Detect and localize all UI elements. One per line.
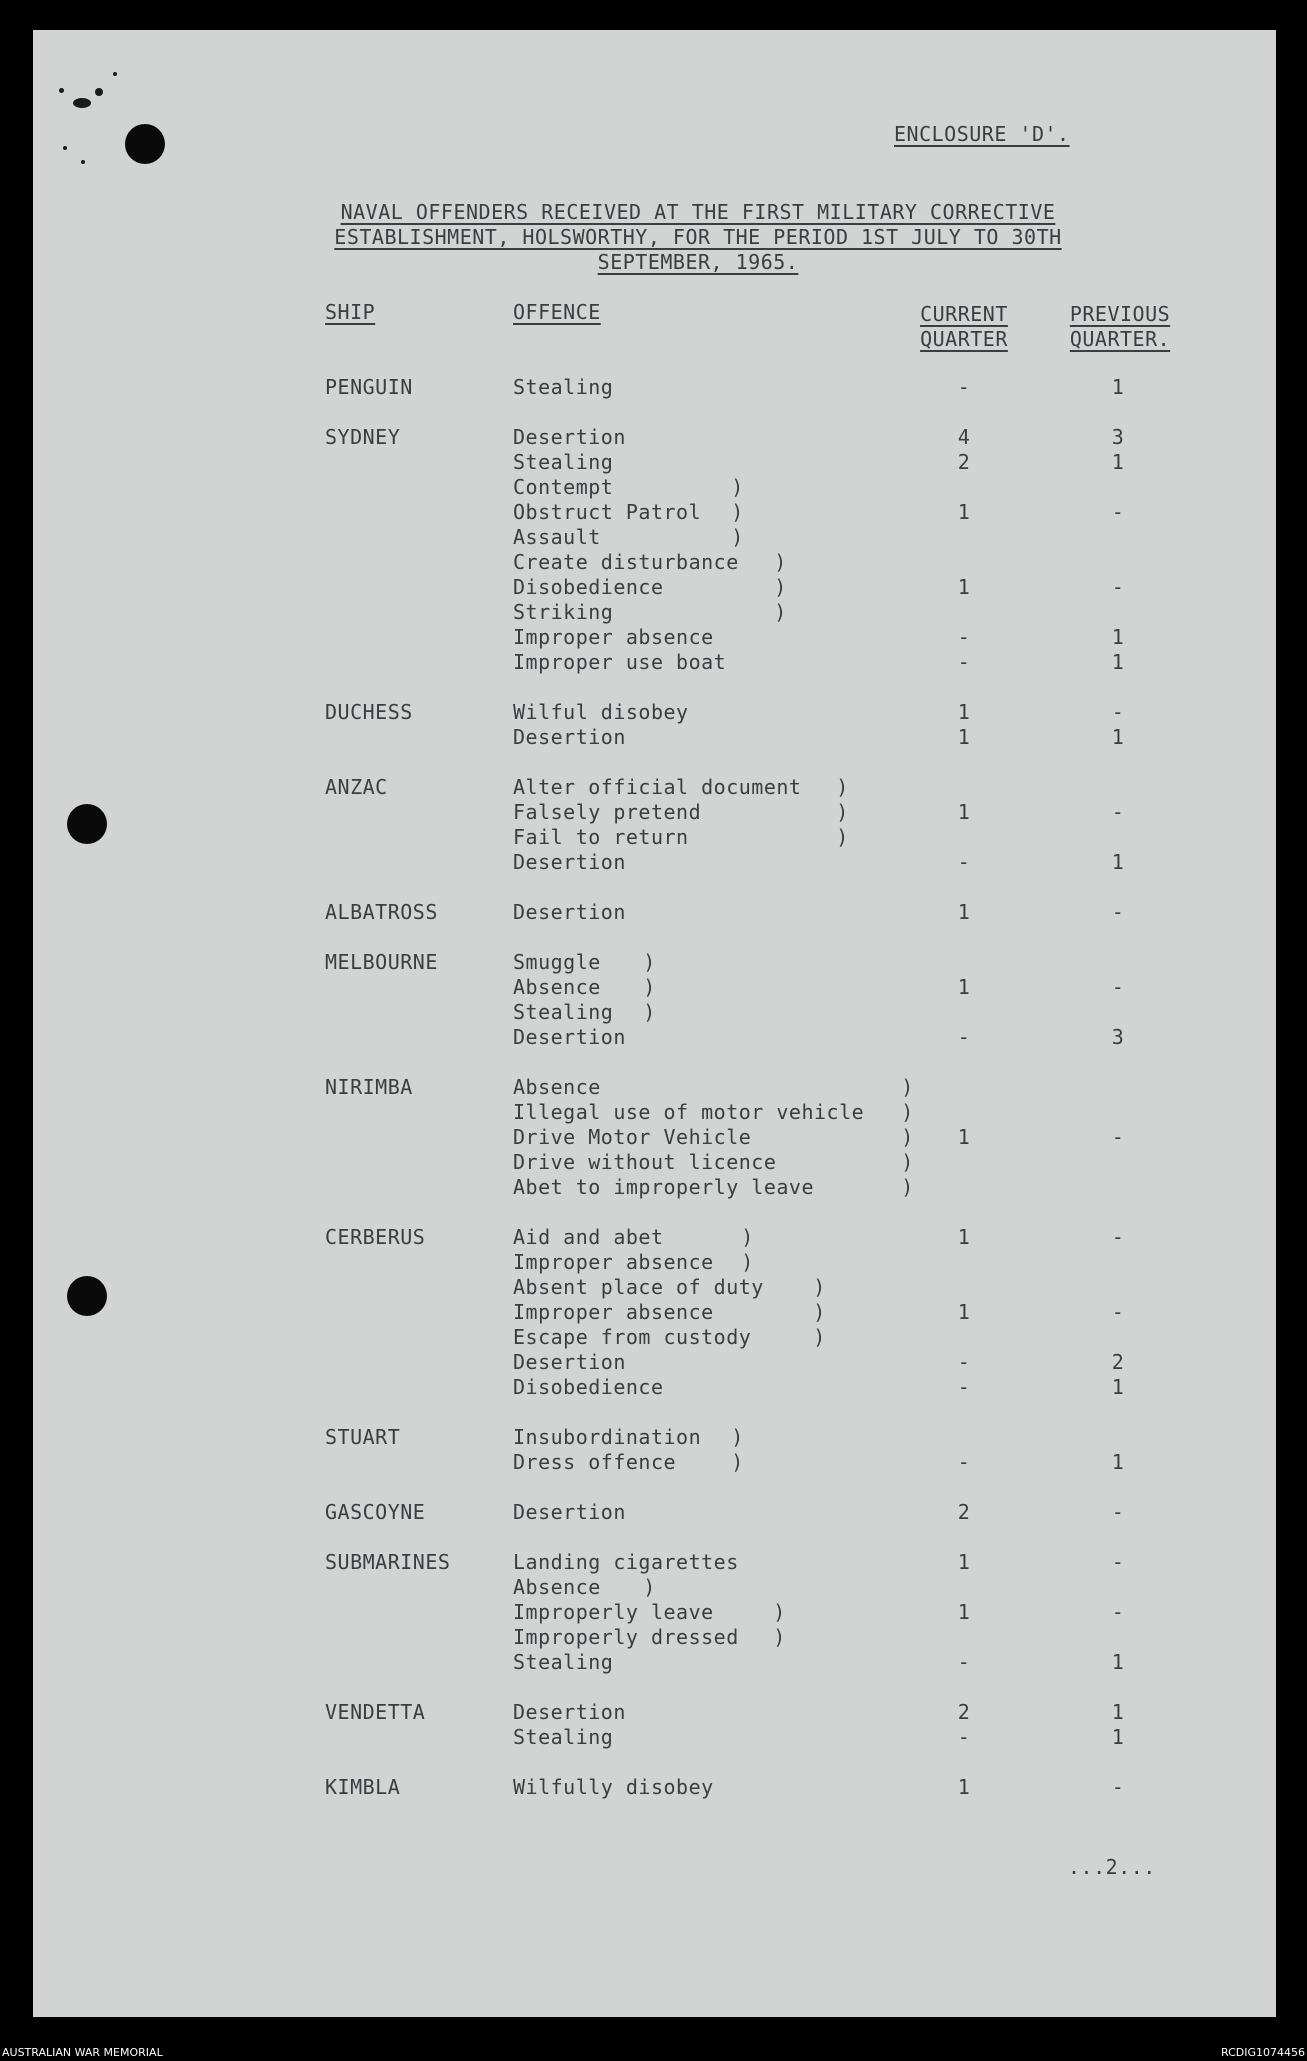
ship-name: MELBOURNE [325,950,438,974]
previous-quarter-count: - [1111,975,1125,999]
grouping-brace: ) [743,1250,752,1274]
current-quarter-count: - [957,1725,971,1749]
current-quarter-count: - [957,1375,971,1399]
previous-quarter-count: - [1111,575,1125,599]
current-quarter-count: 4 [957,425,971,449]
grouping-brace: ) [645,1575,654,1599]
offence-text: Insubordination [513,1425,702,1449]
grouping-brace: ) [733,525,742,549]
offence-text: Illegal use of motor vehicle [513,1100,865,1124]
grouping-brace: ) [815,1325,824,1349]
previous-quarter-count: - [1111,1775,1125,1799]
offence-text: Desertion [513,850,626,874]
grouping-brace: ) [903,1075,912,1099]
ship-name: VENDETTA [325,1700,426,1724]
grouping-brace: ) [838,775,847,799]
grouping-brace: ) [776,550,785,574]
current-quarter-count: 1 [957,1125,971,1149]
punch-hole-bottom [67,1276,107,1316]
offence-text: Stealing [513,1725,614,1749]
offence-text: Stealing [513,375,614,399]
current-quarter-count: 1 [957,975,971,999]
offence-text: Falsely pretend [513,800,702,824]
grouping-brace: ) [903,1175,912,1199]
previous-quarter-count: - [1111,800,1125,824]
previous-quarter-count: 3 [1111,425,1125,449]
grouping-brace: ) [776,575,785,599]
offence-text: Desertion [513,900,626,924]
current-quarter-count: 1 [957,700,971,724]
current-quarter-count: 2 [957,450,971,474]
page-title [278,200,1118,275]
current-quarter-count: - [957,625,971,649]
ship-name: SUBMARINES [325,1550,451,1574]
ship-name: ALBATROSS [325,900,438,924]
grouping-brace: ) [645,950,654,974]
previous-quarter-count: 1 [1111,1700,1125,1724]
document-page [33,30,1276,2017]
offence-text: Improper use boat [513,650,727,674]
offence-text: Wilfully disobey [513,1775,714,1799]
offence-text: Abet to improperly leave [513,1175,814,1199]
offence-text: Improper absence [513,625,714,649]
column-header-ship: SHIP [325,300,376,324]
ship-name: DUCHESS [325,700,413,724]
previous-quarter-count: 1 [1111,1450,1125,1474]
previous-quarter-count: - [1111,900,1125,924]
grouping-brace: ) [815,1275,824,1299]
current-quarter-count: 1 [957,900,971,924]
column-header-current-line1: CURRENT [920,302,1008,326]
grouping-brace: ) [815,1300,824,1324]
column-header-offence: OFFENCE [513,300,601,324]
column-header-previous-line1: PREVIOUS [1069,302,1171,326]
grouping-brace: ) [733,1450,742,1474]
offence-text: Aid and abet [513,1225,664,1249]
current-quarter-count: 1 [957,725,971,749]
offence-text: Desertion [513,1500,626,1524]
grouping-brace: ) [838,800,847,824]
previous-quarter-count: 1 [1111,1375,1125,1399]
grouping-brace: ) [903,1125,912,1149]
offence-text: Desertion [513,1350,626,1374]
punch-hole-top [125,124,165,164]
current-quarter-count: 2 [957,1500,971,1524]
current-quarter-count: 2 [957,1700,971,1724]
enclosure-label: ENCLOSURE 'D'. [894,122,1070,146]
ink-spatter [95,88,103,96]
title-line: NAVAL OFFENDERS RECEIVED AT THE FIRST MILITARY CORRECTIVE [340,200,1056,224]
current-quarter-count: - [957,1025,971,1049]
offence-text: Absent place of duty [513,1275,764,1299]
offence-text: Alter official document [513,775,802,799]
grouping-brace: ) [903,1100,912,1124]
previous-quarter-count: - [1111,1600,1125,1624]
offence-text: Improperly leave [513,1600,714,1624]
offence-text: Drive Motor Vehicle [513,1125,752,1149]
current-quarter-count: 1 [957,1600,971,1624]
ship-name: CERBERUS [325,1225,426,1249]
grouping-brace: ) [776,600,785,624]
current-quarter-count: 1 [957,575,971,599]
current-quarter-count: - [957,1450,971,1474]
current-quarter-count: 1 [957,1550,971,1574]
previous-quarter-count: - [1111,1300,1125,1324]
offence-text: Disobedience [513,1375,664,1399]
punch-hole-middle [67,804,107,844]
ink-spatter [73,98,91,108]
previous-quarter-count: 2 [1111,1350,1125,1374]
footer-id: RCDIG1074456 [1220,2046,1305,2059]
ink-spatter [81,160,85,164]
offence-text: Desertion [513,725,626,749]
previous-quarter-count: 1 [1111,1725,1125,1749]
ink-spatter [59,88,64,93]
current-quarter-count: 1 [957,800,971,824]
grouping-brace: ) [903,1150,912,1174]
offence-text: Striking [513,600,614,624]
ink-spatter [113,72,117,76]
ship-name: ANZAC [325,775,388,799]
previous-quarter-count: 1 [1111,625,1125,649]
offence-text: Dress offence [513,1450,677,1474]
grouping-brace: ) [733,475,742,499]
offence-text: Create disturbance [513,550,739,574]
footer-source: AUSTRALIAN WAR MEMORIAL [2,2046,163,2059]
previous-quarter-count: 1 [1111,850,1125,874]
offence-text: Fail to return [513,825,689,849]
grouping-brace: ) [645,1000,654,1024]
previous-quarter-count: 1 [1111,375,1125,399]
offence-text: Disobedience [513,575,664,599]
grouping-brace: ) [838,825,847,849]
current-quarter-count: - [957,375,971,399]
offence-text: Assault [513,525,601,549]
column-header-current-line2: QUARTER [920,327,1008,351]
ship-name: STUART [325,1425,401,1449]
offence-text: Desertion [513,1025,626,1049]
previous-quarter-count: - [1111,1125,1125,1149]
ship-name: KIMBLA [325,1775,401,1799]
previous-quarter-count: - [1111,1500,1125,1524]
offence-text: Drive without licence [513,1150,777,1174]
offence-text: Improper absence [513,1250,714,1274]
ship-name: GASCOYNE [325,1500,426,1524]
previous-quarter-count: 1 [1111,725,1125,749]
offence-text: Desertion [513,1700,626,1724]
current-quarter-count: - [957,650,971,674]
current-quarter-count: 1 [957,1775,971,1799]
previous-quarter-count: - [1111,1225,1125,1249]
grouping-brace: ) [775,1625,784,1649]
offence-text: Improper absence [513,1300,714,1324]
grouping-brace: ) [743,1225,752,1249]
current-quarter-count: - [957,1350,971,1374]
previous-quarter-count: - [1111,700,1125,724]
offence-text: Wilful disobey [513,700,689,724]
previous-quarter-count: 1 [1111,1650,1125,1674]
offence-text: Smuggle [513,950,601,974]
offence-text: Stealing [513,450,614,474]
column-header-previous-line2: QUARTER. [1069,327,1171,351]
current-quarter-count: 1 [957,500,971,524]
offence-text: Contempt [513,475,614,499]
ship-name: PENGUIN [325,375,413,399]
offence-text: Improperly dressed [513,1625,739,1649]
offence-text: Stealing [513,1000,614,1024]
offence-text: Escape from custody [513,1325,752,1349]
offence-text: Stealing [513,1650,614,1674]
grouping-brace: ) [775,1600,784,1624]
ink-spatter [63,146,67,150]
offence-text: Absence [513,1575,601,1599]
page-continuation: ...2... [1068,1855,1156,1879]
grouping-brace: ) [733,500,742,524]
offence-text: Desertion [513,425,626,449]
grouping-brace: ) [733,1425,742,1449]
title-line: SEPTEMBER, 1965. [597,250,799,274]
previous-quarter-count: 3 [1111,1025,1125,1049]
previous-quarter-count: - [1111,500,1125,524]
offence-text: Landing cigarettes [513,1550,739,1574]
title-line: ESTABLISHMENT, HOLSWORTHY, FOR THE PERIOD 1ST JULY TO 30TH [334,225,1062,249]
ship-name: SYDNEY [325,425,401,449]
current-quarter-count: - [957,850,971,874]
ship-name: NIRIMBA [325,1075,413,1099]
previous-quarter-count: - [1111,1550,1125,1574]
current-quarter-count: 1 [957,1300,971,1324]
current-quarter-count: - [957,1650,971,1674]
grouping-brace: ) [645,975,654,999]
offence-text: Absence [513,975,601,999]
current-quarter-count: 1 [957,1225,971,1249]
previous-quarter-count: 1 [1111,650,1125,674]
previous-quarter-count: 1 [1111,450,1125,474]
offence-text: Obstruct Patrol [513,500,702,524]
offence-text: Absence [513,1075,601,1099]
